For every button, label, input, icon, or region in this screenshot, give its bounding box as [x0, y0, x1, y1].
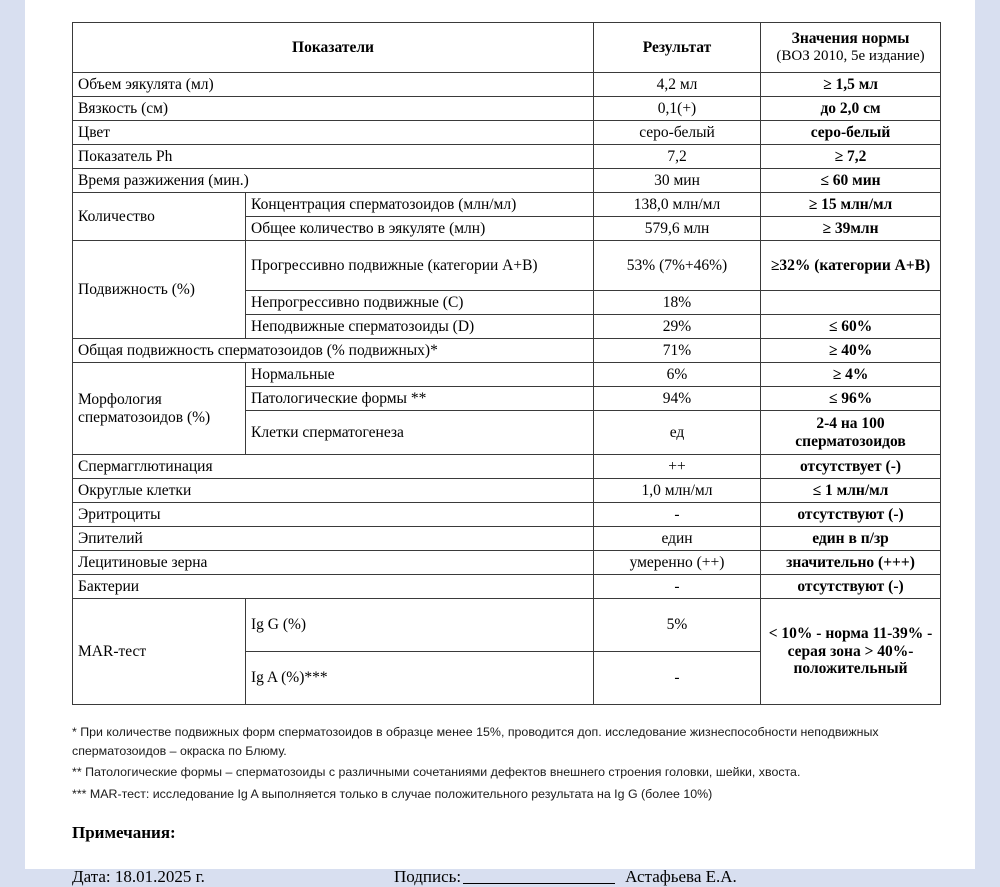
- row-norm: отсутствуют (-): [761, 575, 941, 599]
- group-label-quantity: Количество: [73, 193, 246, 241]
- footnote-2: ** Патологические формы – сперматозоиды с различными сочетаниями дефектов внешнего строения головки, шейки, хвоста.: [72, 765, 801, 780]
- table-row: [73, 455, 941, 479]
- row-label: Прогрессивно подвижные (категории А+В): [246, 241, 594, 291]
- row-norm: отсутствует (-): [761, 455, 941, 479]
- row-label: Вязкость (см): [73, 97, 594, 121]
- row-norm: ≤ 1 млн/мл: [761, 479, 941, 503]
- row-label: Эпителий: [73, 527, 594, 551]
- row-result: 138,0 млн/мл: [594, 193, 761, 217]
- row-label: Нормальные: [246, 363, 594, 387]
- row-label: Цвет: [73, 121, 594, 145]
- signature-line: [463, 882, 615, 884]
- document-sheet: [72, 22, 940, 887]
- row-norm: един в п/зр: [761, 527, 941, 551]
- row-result: 53% (7%+46%): [594, 241, 761, 291]
- table-row: [73, 145, 941, 169]
- table-row: [73, 241, 941, 291]
- semen-analysis-table: [72, 22, 941, 705]
- signature-row: [72, 867, 940, 887]
- row-result: 1,0 млн/мл: [594, 479, 761, 503]
- row-norm: серо-белый: [761, 121, 941, 145]
- group-label-motility: Подвижность (%): [73, 241, 246, 339]
- row-result: един: [594, 527, 761, 551]
- table-row: [73, 503, 941, 527]
- row-norm-mar: < 10% - норма 11-39% - серая зона > 40%-положительный: [761, 599, 941, 705]
- row-result: -: [594, 503, 761, 527]
- row-label: Округлые клетки: [73, 479, 594, 503]
- row-label: Время разжижения (мин.): [73, 169, 594, 193]
- row-result: серо-белый: [594, 121, 761, 145]
- row-norm: [761, 291, 941, 315]
- row-result: 30 мин: [594, 169, 761, 193]
- row-label: Эритроциты: [73, 503, 594, 527]
- row-norm: ≥ 1,5 мл: [761, 73, 941, 97]
- table-row: [73, 551, 941, 575]
- row-norm: до 2,0 см: [761, 97, 941, 121]
- row-result: 0,1(+): [594, 97, 761, 121]
- footnotes: [72, 723, 917, 803]
- table-row: [73, 193, 941, 217]
- table-row: [73, 479, 941, 503]
- remarks-label: Примечания:: [72, 823, 176, 843]
- table-row: [73, 169, 941, 193]
- row-result: 18%: [594, 291, 761, 315]
- table-row: [73, 363, 941, 387]
- header-result: Результат: [594, 23, 761, 73]
- row-label: Концентрация сперматозоидов (млн/мл): [246, 193, 594, 217]
- row-label: Неподвижные сперматозоиды (D): [246, 315, 594, 339]
- row-label: Лецитиновые зерна: [73, 551, 594, 575]
- table-row: [73, 599, 941, 652]
- row-result: 7,2: [594, 145, 761, 169]
- group-label-mar-test: MAR-тест: [73, 599, 246, 705]
- row-label: Ig A (%)***: [246, 652, 594, 705]
- header-norm-main: Значения нормы: [791, 29, 910, 47]
- table-row: [73, 97, 941, 121]
- table-row: [73, 575, 941, 599]
- table-row: [73, 73, 941, 97]
- row-norm: значительно (+++): [761, 551, 941, 575]
- row-norm: ≥ 39млн: [761, 217, 941, 241]
- table-header-row: [73, 23, 941, 73]
- row-label: Ig G (%): [246, 599, 594, 652]
- row-result: -: [594, 575, 761, 599]
- group-label-morphology: Морфология сперматозоидов (%): [73, 363, 246, 455]
- row-result: ++: [594, 455, 761, 479]
- row-norm: ≤ 60 мин: [761, 169, 941, 193]
- signature-label: Подпись:: [394, 867, 462, 887]
- row-norm: ≥ 40%: [761, 339, 941, 363]
- row-norm: ≤ 96%: [761, 387, 941, 411]
- row-norm: 2-4 на 100 сперматозоидов: [761, 411, 941, 455]
- row-label: Спермагглютинация: [73, 455, 594, 479]
- row-label: Патологические формы **: [246, 387, 594, 411]
- row-norm: отсутствуют (-): [761, 503, 941, 527]
- header-indicator: Показатели: [73, 23, 594, 73]
- row-result: ед: [594, 411, 761, 455]
- row-norm: ≥ 4%: [761, 363, 941, 387]
- header-norm: [761, 23, 941, 73]
- row-result: 29%: [594, 315, 761, 339]
- row-result: 579,6 млн: [594, 217, 761, 241]
- row-result: 5%: [594, 599, 761, 652]
- row-label: Бактерии: [73, 575, 594, 599]
- row-result: 94%: [594, 387, 761, 411]
- row-result: -: [594, 652, 761, 705]
- table-row: [73, 527, 941, 551]
- row-result: 4,2 мл: [594, 73, 761, 97]
- table-row: [73, 339, 941, 363]
- signer-name: Астафьева Е.А.: [625, 867, 737, 887]
- header-norm-sub: (ВОЗ 2010, 5е издание): [776, 48, 925, 65]
- row-norm: ≥32% (категории А+В): [761, 241, 941, 291]
- document-page: [25, 0, 975, 887]
- table-row: [73, 121, 941, 145]
- row-norm: ≥ 15 млн/мл: [761, 193, 941, 217]
- footnote-3: *** MAR-тест: исследование Ig A выполняется только в случае положительного результата на Ig G (более 10%): [72, 786, 713, 801]
- footnote-1: * При количестве подвижных форм сперматозоидов в образце менее 15%, проводится доп. исследование жизнеспособности неподвижных сперматозоидов – окраска по Блюму.: [72, 725, 879, 758]
- row-label: Общая подвижность сперматозоидов (% подвижных)*: [73, 339, 594, 363]
- row-result: 71%: [594, 339, 761, 363]
- row-label: Клетки сперматогенеза: [246, 411, 594, 455]
- row-norm: ≤ 60%: [761, 315, 941, 339]
- row-label: Общее количество в эякуляте (млн): [246, 217, 594, 241]
- row-label: Непрогрессивно подвижные (С): [246, 291, 594, 315]
- row-label: Показатель Ph: [73, 145, 594, 169]
- row-label: Объем эякулята (мл): [73, 73, 594, 97]
- row-result: умеренно (++): [594, 551, 761, 575]
- report-date: Дата: 18.01.2025 г.: [72, 867, 205, 887]
- row-result: 6%: [594, 363, 761, 387]
- row-norm: ≥ 7,2: [761, 145, 941, 169]
